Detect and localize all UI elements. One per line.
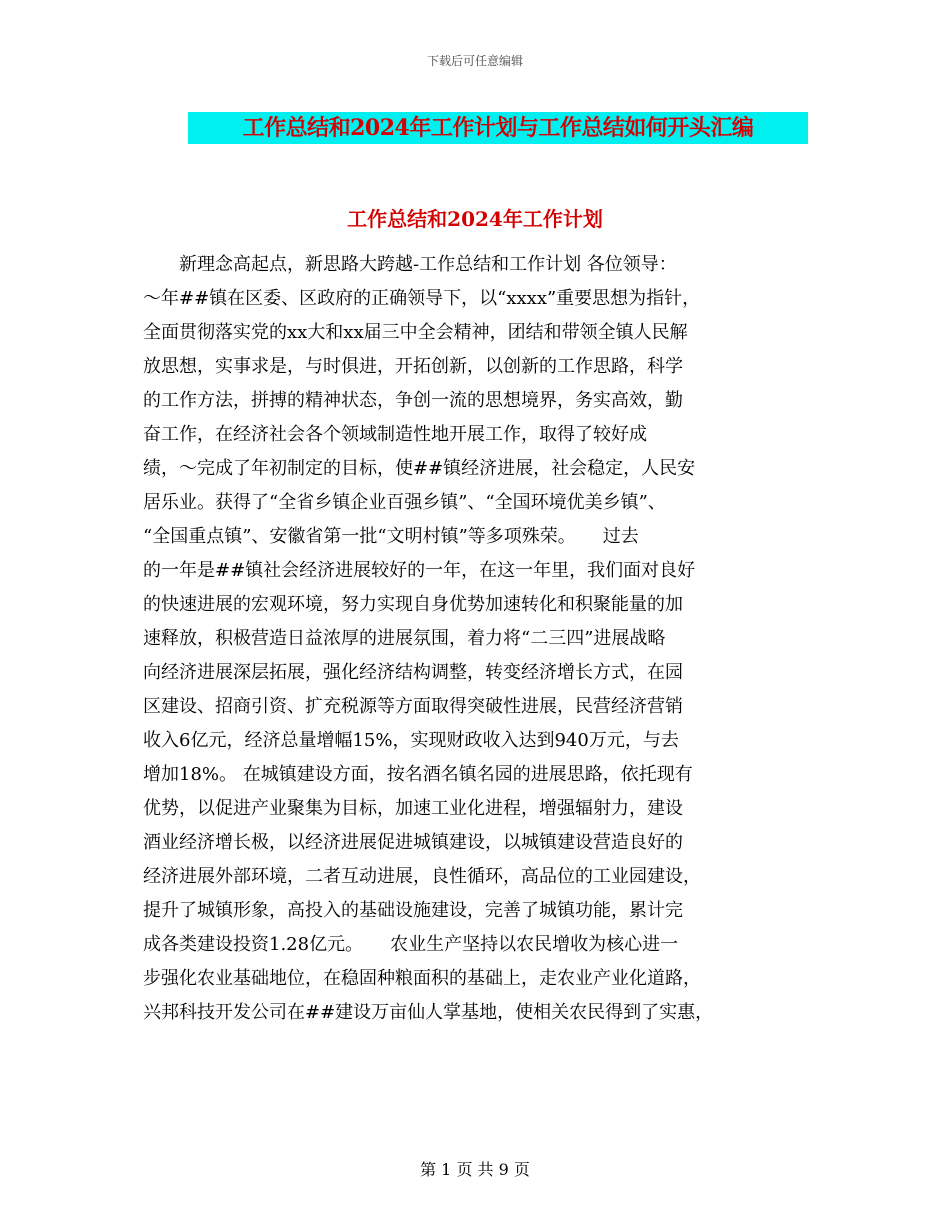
body-line: 经济进展外部环境，二者互动进展，良性循环，高品位的工业园建设， bbox=[143, 866, 701, 887]
body-line: 绩，～完成了年初制定的目标，使##镇经济进展，社会稳定，人民安 bbox=[143, 458, 696, 479]
body-line: 的工作方法，拼搏的精神状态，争创一流的思想境界，务实高效，勤 bbox=[143, 390, 683, 411]
body-line: 步强化农业基础地位，在稳固种粮面积的基础上，走农业产业化道路， bbox=[143, 968, 701, 989]
body-line: 收入6亿元，经济总量增幅15%，实现财政收入达到940万元，与去 bbox=[143, 730, 679, 751]
body-line: 区建设、招商引资、扩充税源等方面取得突破性进展，民营经济营销 bbox=[143, 696, 683, 717]
body-line: 酒业经济增长极，以经济进展促进城镇建设，以城镇建设营造良好的 bbox=[143, 832, 683, 853]
body-text bbox=[143, 250, 813, 1032]
body-line: 兴邦科技开发公司在##建设万亩仙人掌基地，使相关农民得到了实惠， bbox=[143, 1002, 714, 1023]
body-line: 的一年是##镇社会经济进展较好的一年，在这一年里，我们面对良好 bbox=[143, 560, 696, 581]
body-line: 奋工作，在经济社会各个领域制造性地开展工作，取得了较好成 bbox=[143, 424, 647, 445]
body-line: 居乐业。获得了“全省乡镇企业百强乡镇”、“全国环境优美乡镇”、 bbox=[143, 492, 666, 513]
body-line: 速释放，积极营造日益浓厚的进展氛围，着力将“二三四”进展战略 bbox=[143, 628, 666, 649]
body-line: 提升了城镇形象，高投入的基础设施建设，完善了城镇功能，累计完 bbox=[143, 900, 683, 921]
document-title-highlight bbox=[188, 112, 808, 144]
body-line: 成各类建设投资1.28亿元。 农业生产坚持以农民增收为核心进一 bbox=[143, 934, 679, 955]
document-title: 工作总结和2024年工作计划与工作总结如何开头汇编 bbox=[242, 115, 754, 141]
body-line: 向经济进展深层拓展，强化经济结构调整，转变经济增长方式，在园 bbox=[143, 662, 683, 683]
body-line: 优势，以促进产业聚集为目标，加速工业化进程，增强辐射力，建设 bbox=[143, 798, 683, 819]
body-line: “全国重点镇”、安徽省第一批“文明村镇”等多项殊荣。 过去 bbox=[143, 526, 639, 547]
body-line: 放思想，实事求是，与时俱进，开拓创新，以创新的工作思路，科学 bbox=[143, 356, 683, 377]
body-line: 新理念高起点，新思路大跨越-工作总结和工作计划 各位领导： bbox=[179, 254, 677, 275]
body-line: ～年##镇在区委、区政府的正确领导下，以“xxxx”重要思想为指针， bbox=[143, 288, 701, 309]
page-footer: 第 1 页 共 9 页 bbox=[420, 1160, 530, 1179]
body-line: 的快速进展的宏观环境，努力实现自身优势加速转化和积聚能量的加 bbox=[143, 594, 683, 615]
section-title: 工作总结和2024年工作计划 bbox=[347, 207, 603, 231]
body-line: 增加18%。 在城镇建设方面，按名酒名镇名园的进展思路，依托现有 bbox=[143, 764, 693, 785]
body-line: 全面贯彻落实党的xx大和xx届三中全会精神，团结和带领全镇人民解 bbox=[143, 322, 688, 343]
page-header: 下载后可任意编辑 bbox=[426, 54, 523, 68]
